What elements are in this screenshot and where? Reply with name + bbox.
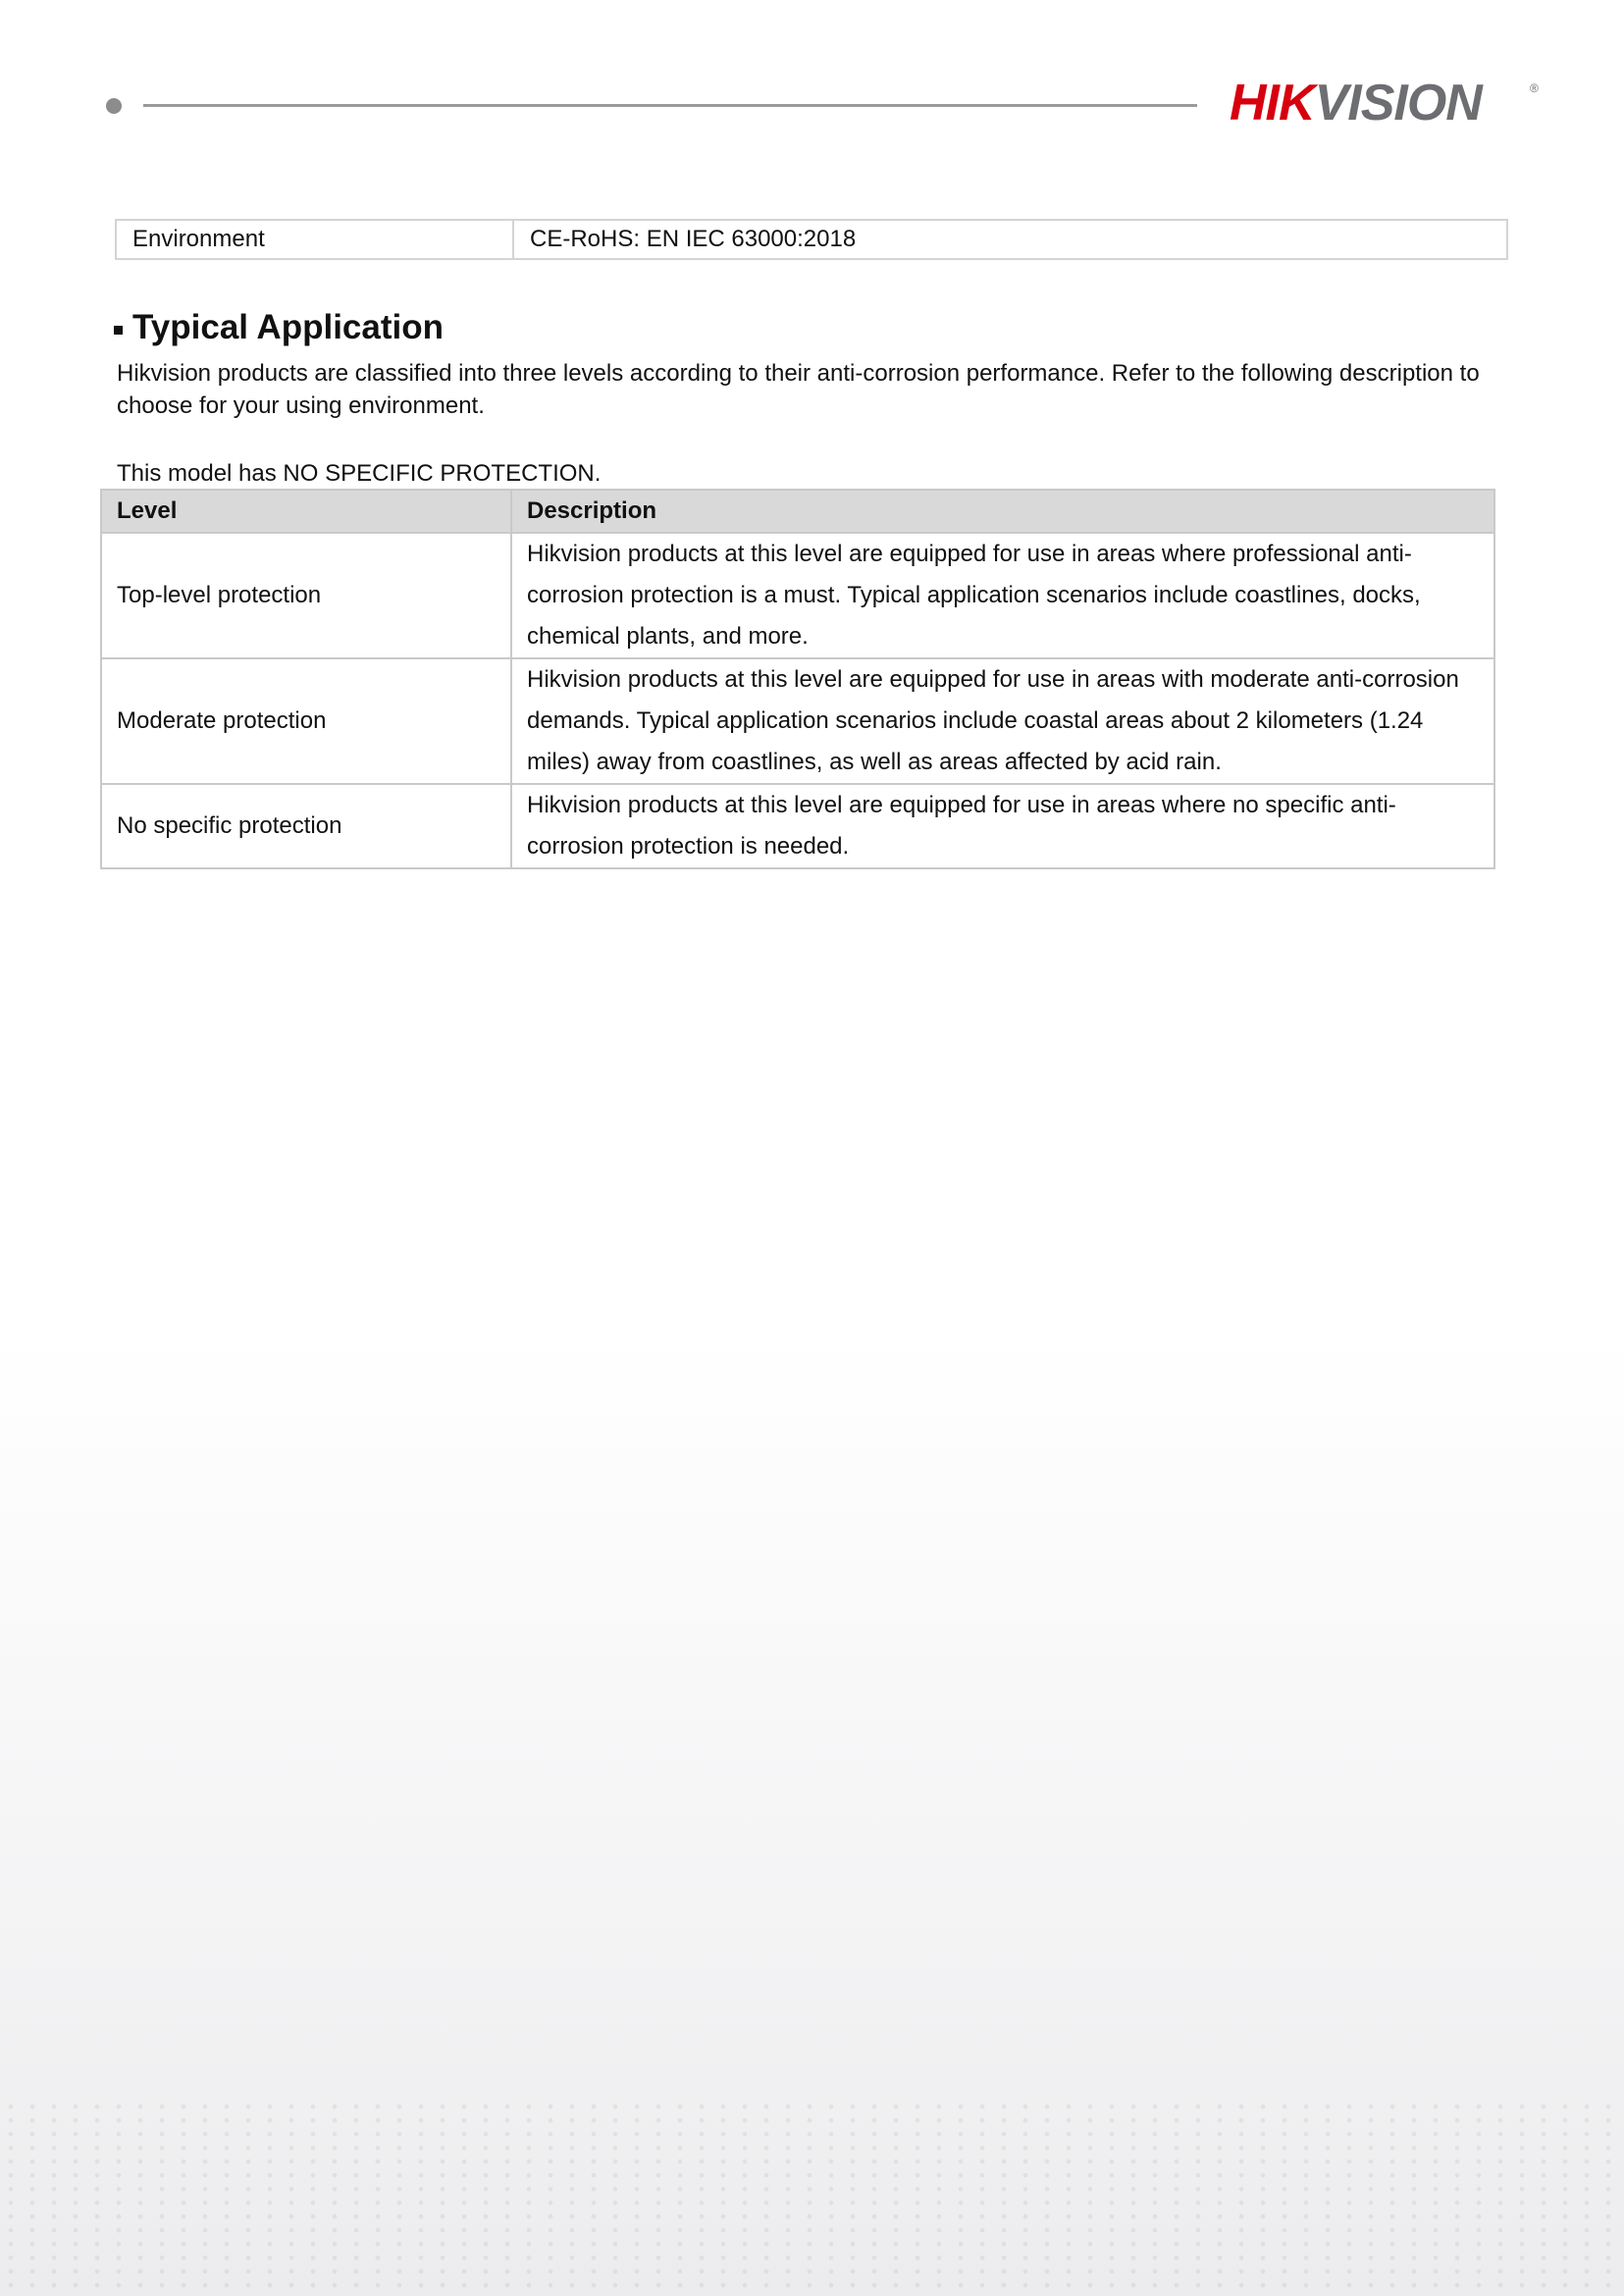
header-dot-icon [106,98,122,114]
registered-mark: ® [1530,81,1539,95]
table-row [101,658,1494,784]
description-cell: Hikvision products at this level are equipped for use in areas with moderate anti-corrosion demands. Typical application scenarios include coastal areas about 2 kilometers (1.24 miles) away from coastlines, as well as areas affected by acid rain. [511,658,1494,784]
bullet-square-icon [114,326,123,335]
hikvision-logo [1230,71,1544,131]
description-cell: Hikvision products at this level are equipped for use in areas where no specific anti-corrosion protection is needed. [511,784,1494,868]
environment-label: Environment [117,221,514,258]
description-cell: Hikvision products at this level are equipped for use in areas where professional anti-corrosion protection is a must. Typical application scenarios include coastlines, docks, chemical plants, and more. [511,533,1494,658]
header-rule [143,104,1197,107]
column-header-level: Level [101,490,511,533]
table-row [101,784,1494,868]
svg-text:HIKVISION [1230,75,1484,131]
model-protection-note: This model has NO SPECIFIC PROTECTION. [117,460,602,487]
environment-value: CE-RoHS: EN IEC 63000:2018 [530,226,857,252]
environment-row [115,219,1508,260]
level-cell: No specific protection [101,784,511,868]
section-heading [114,308,444,347]
protection-levels-table [100,489,1495,869]
table-row [101,533,1494,658]
logo-text-vision: VISION [1314,75,1482,131]
level-cell: Top-level protection [101,533,511,658]
decorative-dot-pattern [0,2100,1624,2296]
section-title: Typical Application [132,308,444,346]
column-header-description: Description [511,490,1494,533]
logo-text-hik: HIK [1230,75,1315,131]
table-header-row [101,490,1494,533]
level-cell: Moderate protection [101,658,511,784]
intro-paragraph: Hikvision products are classified into three levels according to their anti-corrosion performance. Refer to the following description to choose for your using environment. [117,360,1480,419]
